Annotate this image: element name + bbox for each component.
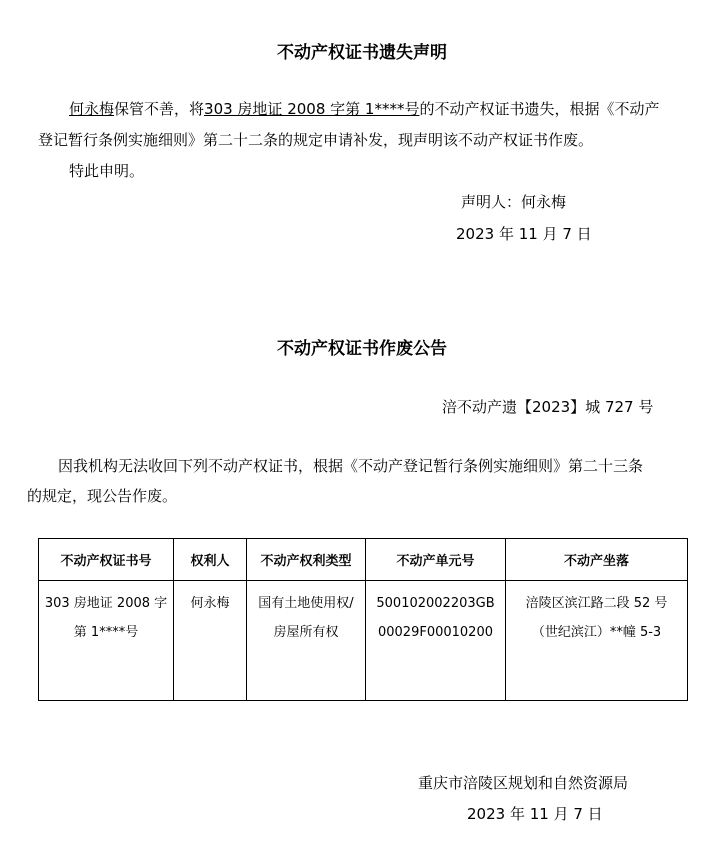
cell-right-type: [247, 581, 366, 701]
table-row: [39, 581, 688, 701]
cell-location: [506, 581, 688, 701]
declaration-title: 不动产权证书遗失声明: [277, 43, 447, 63]
declaration-cert-number: 303 房地证 2008 字第 1****号: [204, 100, 420, 118]
declaration-line-2: 登记暂行条例实施细则》第二十二条的规定申请补发，现声明该不动产权证书作废。: [38, 131, 594, 149]
header-cert-no: 不动产权证书号: [39, 539, 174, 581]
cell-holder: [174, 581, 247, 701]
announcement-title: 不动产权证书作废公告: [277, 339, 447, 359]
cell-location-line-2: （世纪滨江）**幢 5-3: [531, 625, 662, 640]
declaration-date: 2023 年 11 月 7 日: [456, 225, 592, 243]
cell-holder-text: 何永梅: [190, 596, 230, 611]
declaration-text-b: 的不动产权证书遗失，根据《不动产: [419, 100, 660, 118]
header-location: 不动产坐落: [506, 539, 688, 581]
announcement-issuer: 重庆市涪陵区规划和自然资源局: [418, 774, 629, 792]
cell-cert-no-line-2: 第 1****号: [73, 625, 139, 640]
declaration-body: [38, 94, 698, 156]
announcement-body-line-1: 因我机构无法收回下列不动产权证书，根据《不动产登记暂行条例实施细则》第二十三条: [58, 457, 644, 475]
announcement-body-line-2: 的规定，现公告作废。: [27, 487, 178, 505]
header-right-type: 不动产权利类型: [247, 539, 366, 581]
voided-certificate-table: [38, 538, 688, 701]
declaration-holder: 何永梅: [69, 100, 115, 118]
cell-unit-no-line-1: 500102002203GB: [376, 596, 495, 611]
cell-cert-no: [39, 581, 174, 701]
announcement-date: 2023 年 11 月 7 日: [467, 805, 603, 823]
table-header-row: [39, 539, 688, 581]
cell-right-type-line-2: 房屋所有权: [273, 625, 339, 640]
cell-unit-no: [366, 581, 506, 701]
declaration-closing: 特此申明。: [69, 162, 145, 180]
header-unit-no: 不动产单元号: [366, 539, 506, 581]
cell-unit-no-line-2: 00029F00010200: [377, 625, 493, 640]
cell-cert-no-line-1: 303 房地证 2008 字: [44, 596, 168, 611]
cell-right-type-line-1: 国有土地使用权/: [258, 596, 354, 611]
cell-location-line-1: 涪陵区滨江路二段 52 号: [525, 596, 668, 611]
declaration-text-a: 保管不善，将: [114, 100, 205, 118]
announcement-doc-number: 涪不动产遗【2023】城 727 号: [442, 398, 654, 416]
header-holder: 权利人: [174, 539, 247, 581]
declaration-declarant: 声明人：何永梅: [461, 193, 567, 211]
